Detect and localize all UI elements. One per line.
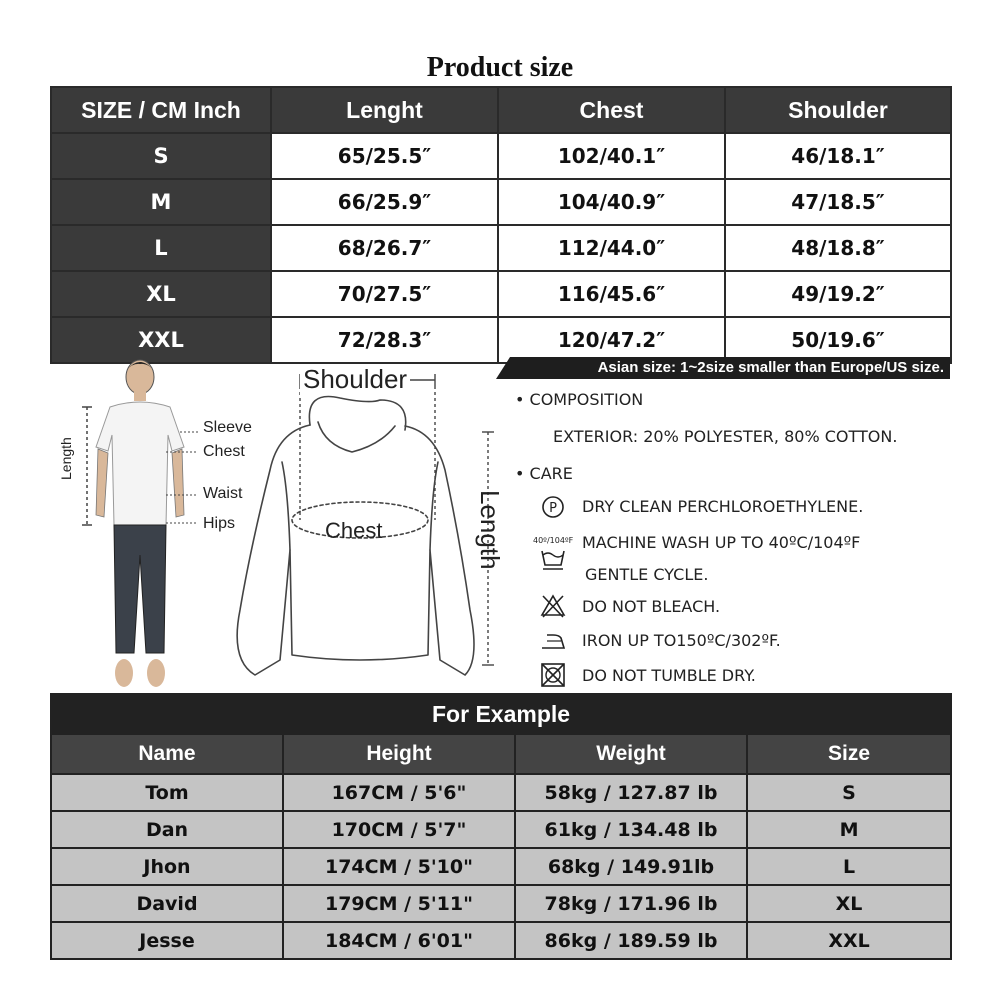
care-item-text: GENTLE CYCLE. [585, 565, 709, 584]
table-row [51, 885, 951, 922]
chest-cell: 116/45.6″ [498, 271, 725, 317]
no-bleach-icon [539, 593, 567, 619]
chest-cell: 104/40.9″ [498, 179, 725, 225]
chest-cell: 120/47.2″ [498, 317, 725, 363]
length-cell: 72/28.3″ [271, 317, 498, 363]
size-cell: XL [747, 885, 951, 922]
weight-cell: 78kg / 171.96 lb [515, 885, 747, 922]
shoulder-cell: 47/18.5″ [725, 179, 951, 225]
shoulder-cell: 49/19.2″ [725, 271, 951, 317]
header-size: Size [747, 734, 951, 774]
size-cell: M [51, 179, 271, 225]
composition-text: EXTERIOR: 20% POLYESTER, 80% COTTON. [553, 427, 898, 446]
length-cell: 65/25.5″ [271, 133, 498, 179]
size-cell: L [747, 848, 951, 885]
iron-icon [539, 628, 567, 654]
name-cell: Jesse [51, 922, 283, 959]
height-cell: 179CM / 5'11" [283, 885, 515, 922]
header-length: Lenght [271, 87, 498, 133]
length-cell: 70/27.5″ [271, 271, 498, 317]
size-cell: M [747, 811, 951, 848]
header-name: Name [51, 734, 283, 774]
header-shoulder: Shoulder [725, 87, 951, 133]
size-cell: L [51, 225, 271, 271]
page-title: Product size [426, 52, 574, 83]
shoulder-cell: 46/18.1″ [725, 133, 951, 179]
table-row [51, 811, 951, 848]
weight-cell: 86kg / 189.59 lb [515, 922, 747, 959]
header-chest: Chest [498, 87, 725, 133]
care-item-text: DO NOT TUMBLE DRY. [582, 666, 756, 685]
name-cell: David [51, 885, 283, 922]
weight-cell: 68kg / 149.91lb [515, 848, 747, 885]
size-cell: S [51, 133, 271, 179]
length-cell: 68/26.7″ [271, 225, 498, 271]
header-height: Height [283, 734, 515, 774]
weight-cell: 61kg / 134.48 lb [515, 811, 747, 848]
chest-cell: 102/40.1″ [498, 133, 725, 179]
shoulder-cell: 48/18.8″ [725, 225, 951, 271]
table-row [51, 922, 951, 959]
composition-heading: • COMPOSITION [515, 390, 644, 409]
size-cell: XL [51, 271, 271, 317]
table-row [51, 774, 951, 811]
care-item-text: DRY CLEAN PERCHLOROETHYLENE. [582, 497, 864, 516]
hoodie-length-label: Length [475, 490, 505, 570]
name-cell: Dan [51, 811, 283, 848]
care-item-text: DO NOT BLEACH. [582, 597, 721, 616]
example-header-row [51, 734, 951, 774]
example-caption: For Example [51, 694, 951, 734]
table-row [51, 271, 951, 317]
no-tumble-dry-icon [539, 662, 567, 688]
label-waist: Waist [203, 485, 243, 502]
machine-wash-icon [539, 545, 567, 571]
height-cell: 170CM / 5'7" [283, 811, 515, 848]
header-size: SIZE / CM Inch [51, 87, 271, 133]
care-item-text: IRON UP TO150ºC/302ºF. [582, 631, 781, 650]
size-chart-table [50, 86, 952, 364]
chest-cell: 112/44.0″ [498, 225, 725, 271]
table-row [51, 179, 951, 225]
table-row [51, 133, 951, 179]
size-cell: XXL [747, 922, 951, 959]
svg-text:P: P [549, 501, 557, 516]
asian-size-note: Asian size: 1~2size smaller than Europe/US size. [510, 357, 950, 379]
height-cell: 174CM / 5'10" [283, 848, 515, 885]
weight-cell: 58kg / 127.87 lb [515, 774, 747, 811]
size-cell: XXL [51, 317, 271, 363]
hoodie-chest-label: Chest [325, 518, 383, 543]
height-cell: 167CM / 5'6" [283, 774, 515, 811]
wash-temp-label: 40º/104ºF [533, 536, 574, 545]
size-cell: S [747, 774, 951, 811]
table-row [51, 225, 951, 271]
label-chest: Chest [203, 443, 245, 460]
height-cell: 184CM / 6'01" [283, 922, 515, 959]
label-hips: Hips [203, 515, 236, 532]
size-table-header-row [51, 87, 951, 133]
table-row [51, 848, 951, 885]
care-item-text: MACHINE WASH UP TO 40ºC/104ºF [582, 533, 861, 552]
label-length: Length [58, 437, 74, 480]
dry-clean-p-icon [539, 494, 567, 520]
care-heading: • CARE [515, 464, 573, 483]
name-cell: Jhon [51, 848, 283, 885]
label-sleeve: Sleeve [203, 419, 252, 436]
hoodie-shoulder-label: Shoulder [300, 364, 410, 395]
length-cell: 66/25.9″ [271, 179, 498, 225]
name-cell: Tom [51, 774, 283, 811]
shoulder-cell: 50/19.6″ [725, 317, 951, 363]
header-weight: Weight [515, 734, 747, 774]
example-table [50, 693, 952, 960]
